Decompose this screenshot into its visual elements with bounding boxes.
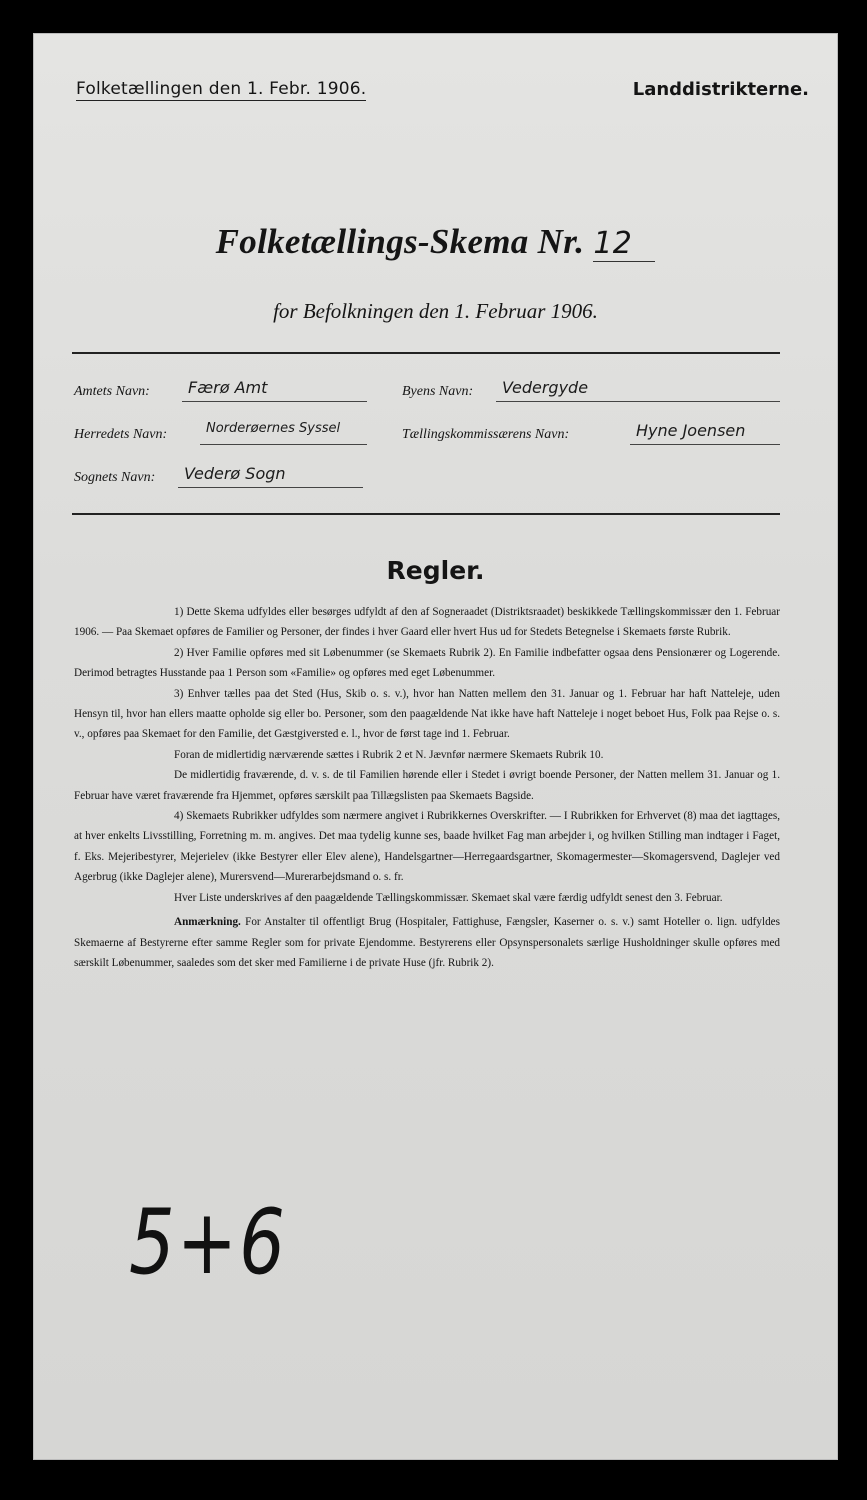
rule-4-signature: Hver Liste underskrives af den paagældende Tællingskommissær. Skemaet skal være færdig udfyldt senest den 3. Februar. [174,891,723,904]
form-subtitle: for Befolkningen den 1. Februar 1906. [273,299,598,323]
sogn-field[interactable]: Vederø Sogn [178,464,363,488]
byen-field[interactable]: Vedergyde [496,378,780,402]
rule-1: 1) Dette Skema udfyldes eller besørges udfyldt af den af Sogneraadet (Distriktsraadet) beskikkede Tællingskommissær den 1. Februar 1906. — Paa Skemaet opføres de Familier og Personer, der findes i hver Gaard eller hvert Hus ud for Stedets Betegnelse i Skemaets første Rubrik. [74,606,780,639]
kommissaer-label: Tællingskommissærens Navn: [402,427,570,442]
herred-label: Herredets Navn: [74,427,168,442]
form-title-text: Folketællings-Skema Nr. [215,222,585,261]
amt-field[interactable]: Færø Amt [182,378,367,402]
amt-label: Amtets Navn: [74,384,150,399]
bottom-divider [72,513,780,515]
handwritten-annotation: 5+6 [129,1189,287,1294]
remark [74,912,780,973]
rule-3-note-present: Foran de midlertidig nærværende sættes i Rubrik 2 et N. Jævnfør nærmere Skemaets Rubrik 10. [174,748,604,761]
rule-2: 2) Hver Familie opføres med sit Løbenummer (se Skemaets Rubrik 2). En Familie indbefatter ogsaa dens Pensionærer og Logerende. Derimod betragtes Husstande paa 1 Person som «Familie» og opføres med eget Løbenummer. [74,646,780,680]
form-title [34,222,837,262]
byen-label: Byens Navn: [402,384,474,399]
sogn-label: Sognets Navn: [74,470,156,485]
rule-3-note-absent: De midlertidig fraværende, d. v. s. de til Familien hørende eller i Stedet i øvrigt boende Personer, der Natten mellem 31. Januar og 1. Februar have været fraværende fra Hjemmet, opføres særskilt paa Tillægslisten paa Skemaets Bagside. [74,769,780,802]
form-number[interactable]: 12 [593,226,655,262]
census-form-page [33,33,838,1460]
header-census-date: Folketællingen den 1. Febr. 1906. [76,79,367,99]
rule-4: 4) Skemaets Rubrikker udfyldes som nærmere angivet i Rubrikkernes Overskrifter. — I Rubrikken for Erhvervet (8) maa det iagttages, at hver enkelts Livsstilling, Forretning m. m. angives. Det maa tydelig kunne ses, baade hvilket Fag man arbejder i, og hvilken Stilling man indtager i Faget, f. Eks. Mejeribestyrer, Mejerielev (ikke Bestyrer eller Elev alene), Handelsgartner—Herregaardsgartner, Skomagermester—Skomagersvend, Daglejer ved Agerbrug (ikke Daglejer alene), Murersvend—Murerarbejdsmand o. s. fr. [74,810,780,884]
header-district-type: Landdistrikterne. [632,79,809,100]
rule-3: 3) Enhver tælles paa det Sted (Hus, Skib o. s. v.), hvor han Natten mellem den 31. Januar og 1. Februar har haft Natteleje, uden Hensyn til, hvor han ellers maatte opholde sig eller bo. Personer, som den paagældende Nat ikke have haft Natteleje i noget beboet Hus, Folk paa Rejse o. s. v., opføres paa Skemaet for den Familie, det Gæstgiversted e. l., hvor de først tage ind 1. Februar. [74,687,780,741]
top-divider [72,352,780,354]
remark-text: For Anstalter til offentligt Brug (Hospitaler, Fattighuse, Fængsler, Kaserner o. s. v.) samt Hoteller o. lign. udfyldes Skemaerne af Bestyrerne efter samme Regler som for private Ejendomme. Bestyrerens eller Opsynspersonalets særlige Husholdninger skulle opføres med særskilt Løbenummer, saaledes som det sker med Familierne i de private Huse (jfr. Rubrik 2). [74,916,780,969]
herred-field[interactable]: Norderøernes Syssel [200,421,367,445]
rules-heading: Regler. [386,556,485,585]
rules-body [74,602,780,973]
remark-label: Anmærkning. [174,916,241,929]
kommissaer-field[interactable]: Hyne Joensen [630,421,780,445]
